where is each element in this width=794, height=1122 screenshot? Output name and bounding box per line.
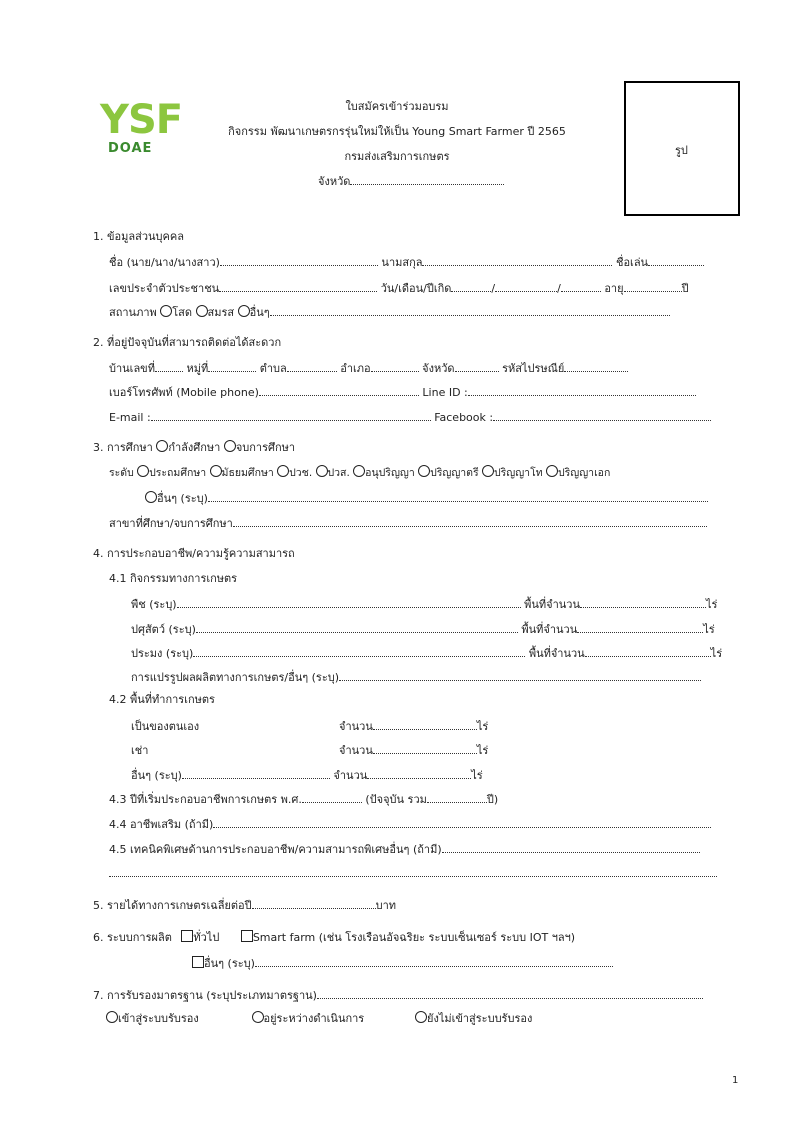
special-skill-field[interactable] — [442, 841, 700, 853]
fishery-field[interactable] — [193, 645, 525, 657]
side-job-row — [109, 816, 711, 832]
age-label: อายุ — [604, 282, 624, 295]
level-label: ระดับ — [109, 467, 134, 479]
amphoe-label: อำเภอ — [340, 362, 371, 375]
own-amount-label: จำนวน — [339, 720, 373, 733]
phone-field[interactable] — [259, 384, 419, 396]
email-field[interactable] — [151, 409, 431, 421]
province-label: จังหวัด — [318, 175, 351, 188]
level-radio[interactable] — [418, 465, 430, 477]
page-number: 1 — [732, 1075, 739, 1086]
production-other-checkbox[interactable] — [192, 956, 204, 968]
address-province-label: จังหวัด — [422, 362, 455, 375]
plant-area-field[interactable] — [580, 596, 706, 608]
livestock-row — [131, 621, 715, 637]
level-radio[interactable] — [353, 465, 365, 477]
section-5-title: 5. รายได้ทางการเกษตรเฉลี่ยต่อปี — [93, 899, 252, 912]
level-radio[interactable] — [210, 465, 222, 477]
education-other-label: อื่นๆ (ระบุ) — [157, 492, 208, 505]
idcard-field[interactable] — [219, 280, 377, 292]
section-7-title: 7. การรับรองมาตรฐาน (ระบุประเภทมาตรฐาน) — [93, 989, 317, 1002]
level-radio[interactable] — [546, 465, 558, 477]
age-unit: ปี — [681, 282, 689, 295]
tambon-label: ตำบล — [259, 362, 287, 375]
form-department: กรมส่งเสริมการเกษตร — [344, 150, 450, 163]
other-area-label: อื่นๆ (ระบุ) — [131, 769, 182, 782]
section-4-1-title: 4.1 กิจกรรมทางการเกษตร — [109, 572, 238, 585]
photo-label: รูป — [675, 144, 688, 157]
moo-label: หมู่ที่ — [186, 362, 209, 375]
own-area-label: เป็นของตนเอง — [131, 720, 200, 733]
production-other-row — [192, 955, 613, 971]
processing-label: การแปรรูปผลผลิตทางการเกษตร/อื่นๆ (ระบุ) — [131, 671, 340, 684]
level-option: ประถมศึกษา — [149, 467, 207, 479]
education-other-row — [145, 490, 708, 506]
fishery-area-unit: ไร่ — [710, 647, 723, 660]
own-amount-field[interactable] — [373, 718, 477, 730]
dob-label: วัน/เดือน/ปีเกิด — [380, 282, 452, 295]
education-level-row — [109, 465, 610, 480]
plant-row — [131, 596, 717, 612]
general-checkbox[interactable] — [181, 930, 193, 942]
special-skill-label: 4.5 เทคนิคพิเศษด้านการประกอบอาชีพ/ความสามารถพิเศษอื่นๆ (ถ้ามี) — [109, 843, 442, 856]
rent-area-row — [131, 742, 488, 758]
ysf-logo: YSF — [100, 97, 183, 143]
name-label: ชื่อ (นาย/นาง/นางสาว) — [109, 256, 220, 269]
special-skill-line2[interactable] — [109, 865, 717, 880]
graduated-label: จบการศึกษา — [235, 441, 296, 454]
address-province-field[interactable] — [455, 360, 499, 372]
other-status-label: อื่นๆ — [249, 306, 270, 319]
side-job-label: 4.4 อาชีพเสริม (ถ้ามี) — [109, 818, 214, 831]
surname-label: นามสกุล — [381, 256, 423, 269]
other-area-field[interactable] — [182, 767, 330, 779]
dob-slash: / — [491, 282, 496, 295]
other-area-row — [131, 767, 483, 783]
studying-label: กำลังศึกษา — [168, 441, 221, 454]
nickname-label: ชื่อเล่น — [615, 256, 649, 269]
section-3-title: 3. การศึกษา — [93, 441, 153, 454]
level-radio[interactable] — [277, 465, 289, 477]
level-radio[interactable] — [137, 465, 149, 477]
surname-field[interactable] — [422, 254, 612, 266]
dob-slash: / — [557, 282, 561, 295]
house-field[interactable] — [155, 360, 183, 372]
start-year-label: 4.3 ปีที่เริ่มประกอบอาชีพการเกษตร พ.ศ. — [109, 793, 302, 806]
production-row — [93, 930, 575, 945]
smart-farm-label: Smart farm (เช่น โรงเรือนอัจฉริยะ ระบบเซ็นเซอร์ ระบบ IOT ฯลฯ) — [252, 931, 576, 944]
tambon-field[interactable] — [287, 360, 337, 372]
level-option: มัธยมศึกษา — [221, 467, 274, 479]
married-label: สมรส — [207, 306, 235, 319]
form-subtitle: กิจกรรม พัฒนาเกษตรกรรุ่นใหม่ให้เป็น Young Smart Farmer ปี 2565 — [228, 125, 566, 138]
section-4-title: 4. การประกอบอาชีพ/ความรู้ความสามารถ — [93, 547, 295, 560]
production-other-label: อื่นๆ (ระบุ) — [204, 957, 255, 970]
fishery-area-field[interactable] — [585, 645, 711, 657]
phone-label: เบอร์โทรศัพท์ (Mobile phone) — [109, 386, 259, 399]
livestock-area-unit: ไร่ — [703, 623, 715, 636]
level-option: ปวส. — [327, 467, 350, 479]
livestock-area-field[interactable] — [577, 621, 703, 633]
other-status-field[interactable] — [270, 304, 670, 316]
section-6-title: 6. ระบบการผลิต — [93, 931, 172, 944]
major-label: สาขาที่ศึกษา/จบการศึกษา — [109, 517, 233, 530]
single-label: โสด — [172, 306, 193, 319]
rent-amount-unit: ไร่ — [476, 744, 489, 757]
livestock-label: ปศุสัตว์ (ระบุ) — [131, 623, 196, 636]
email-row — [109, 409, 711, 425]
processing-field[interactable] — [339, 669, 701, 681]
standard-field[interactable] — [317, 987, 703, 999]
section-1-title: 1. ข้อมูลส่วนบุคคล — [93, 230, 184, 243]
major-field[interactable] — [233, 515, 707, 527]
total-years-field[interactable] — [427, 791, 487, 803]
in-progress-label: อยู่ระหว่างดำเนินการ — [263, 1012, 365, 1025]
not-certified-label: ยังไม่เข้าสู่ระบบรับรอง — [427, 1012, 533, 1025]
idcard-label: เลขประจำตัวประชาชน — [109, 282, 220, 295]
own-amount-unit: ไร่ — [476, 720, 489, 733]
photo-box[interactable] — [624, 81, 740, 216]
production-other-field[interactable] — [255, 955, 613, 967]
rent-amount-label: จำนวน — [339, 744, 373, 757]
name-row — [109, 254, 704, 270]
section-2-title: 2. ที่อยู่ปัจจุบันที่สามารถติดต่อได้สะดวก — [93, 336, 282, 349]
other-status-radio[interactable] — [238, 305, 250, 317]
major-row — [109, 515, 707, 531]
standard-options-row — [106, 1011, 532, 1026]
province-field[interactable] — [350, 173, 504, 185]
postcode-field[interactable] — [564, 360, 628, 372]
rent-amount-field[interactable] — [373, 742, 477, 754]
smart-farm-checkbox[interactable] — [241, 930, 253, 942]
level-option: ปริญญาโท — [493, 467, 543, 479]
level-option: อนุปริญญา — [365, 467, 415, 479]
total-years-label: (ปัจจุบัน รวม — [365, 793, 427, 806]
plant-label: พืช (ระบุ) — [131, 598, 177, 611]
general-label: ทั่วไป — [193, 931, 220, 944]
certified-radio[interactable] — [106, 1011, 118, 1023]
line-label: Line ID : — [422, 386, 468, 399]
processing-row — [131, 669, 701, 685]
income-row — [93, 897, 396, 913]
other-amount-field[interactable] — [367, 767, 471, 779]
level-option: ปริญญาเอก — [557, 467, 611, 479]
income-unit: บาท — [375, 899, 397, 912]
fishery-area-label: พื้นที่จำนวน — [528, 647, 585, 660]
education-other-radio[interactable] — [145, 491, 157, 503]
plant-area-label: พื้นที่จำนวน — [524, 598, 580, 611]
start-year-field[interactable] — [302, 791, 362, 803]
age-field[interactable] — [624, 280, 682, 292]
education-other-field[interactable] — [208, 490, 708, 502]
livestock-field[interactable] — [196, 621, 518, 633]
not-certified-radio[interactable] — [415, 1011, 427, 1023]
id-row — [109, 280, 689, 296]
plant-field[interactable] — [177, 596, 521, 608]
province-row — [318, 172, 504, 190]
status-label: สถานภาพ — [109, 306, 157, 319]
section-4-2-title: 4.2 พื้นที่ทำการเกษตร — [109, 693, 215, 706]
level-option: ปริญญาตรี — [430, 467, 479, 479]
married-radio[interactable] — [196, 305, 208, 317]
moo-field[interactable] — [208, 360, 256, 372]
special-skill-row — [109, 841, 700, 857]
rent-area-label: เช่า — [131, 744, 149, 757]
nickname-field[interactable] — [648, 254, 704, 266]
line-field[interactable] — [468, 384, 696, 396]
standard-row — [93, 987, 703, 1003]
email-label: E-mail : — [109, 411, 151, 424]
form-title: ใบสมัครเข้าร่วมอบรม — [345, 100, 449, 113]
address-row — [109, 360, 628, 376]
single-radio[interactable] — [160, 305, 172, 317]
dob-day-field[interactable] — [451, 280, 491, 292]
facebook-label: Facebook : — [434, 411, 494, 424]
in-progress-radio[interactable] — [252, 1011, 264, 1023]
level-radio[interactable] — [316, 465, 328, 477]
level-radio[interactable] — [482, 465, 494, 477]
side-job-field[interactable] — [213, 816, 711, 828]
house-label: บ้านเลขที่ — [109, 362, 155, 375]
livestock-area-label: พื้นที่จำนวน — [521, 623, 578, 636]
education-row — [93, 440, 295, 455]
total-years-unit: ปี) — [486, 793, 499, 806]
studying-radio[interactable] — [156, 440, 168, 452]
plant-area-unit: ไร่ — [705, 598, 718, 611]
amphoe-field[interactable] — [371, 360, 419, 372]
status-row — [109, 304, 670, 320]
level-option: ปวช. — [289, 467, 313, 479]
doae-logo-text: DOAE — [108, 141, 153, 156]
dob-month-field[interactable] — [495, 280, 557, 292]
dob-year-field[interactable] — [561, 280, 601, 292]
fishery-row — [131, 645, 722, 661]
start-year-row — [109, 791, 498, 807]
postcode-label: รหัสไปรษณีย์ — [502, 362, 565, 375]
phone-row — [109, 384, 696, 400]
certified-label: เข้าสู่ระบบรับรอง — [118, 1012, 199, 1025]
income-field[interactable] — [252, 897, 376, 909]
other-amount-unit: ไร่ — [471, 769, 483, 782]
own-area-row — [131, 718, 488, 734]
other-amount-label: จำนวน — [333, 769, 368, 782]
fishery-label: ประมง (ระบุ) — [131, 647, 194, 660]
facebook-field[interactable] — [493, 409, 711, 421]
graduated-radio[interactable] — [224, 440, 236, 452]
name-field[interactable] — [220, 254, 378, 266]
